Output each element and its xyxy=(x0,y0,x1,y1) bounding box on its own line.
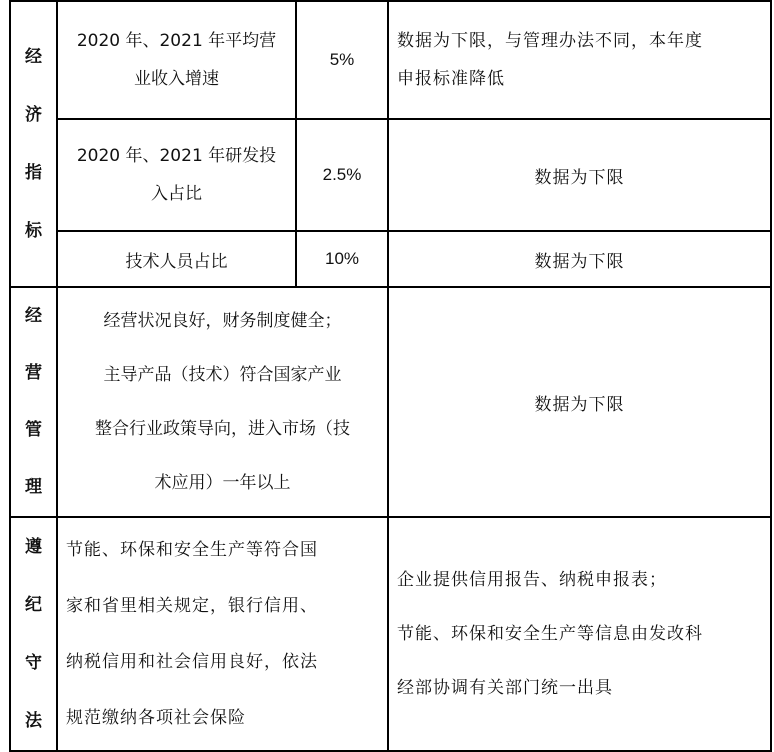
item-line: 节能、环保和安全生产等符合国 xyxy=(66,540,318,560)
item-cell xyxy=(57,517,388,751)
section-label-operations xyxy=(10,287,57,517)
section-label-law xyxy=(10,517,57,751)
value-cell: 10% xyxy=(296,231,388,287)
item-line: 家和省里相关规定，银行信用、 xyxy=(66,596,318,616)
label-char: 法 xyxy=(25,711,42,731)
item-line: 纳税信用和社会信用良好，依法 xyxy=(66,652,318,672)
label-char: 经 xyxy=(25,306,42,326)
value-cell: 2.5% xyxy=(296,119,388,231)
item-cell xyxy=(57,287,388,517)
note-line: 节能、环保和安全生产等信息由发改科 xyxy=(397,624,703,644)
label-char: 纪 xyxy=(25,595,42,615)
item-line: 业收入增速 xyxy=(134,69,219,89)
section-label-economic xyxy=(10,1,57,287)
item-cell xyxy=(57,119,296,231)
requirements-table xyxy=(9,0,772,752)
label-char: 标 xyxy=(25,221,42,241)
note-cell xyxy=(388,1,771,119)
note-cell: 数据为下限 xyxy=(388,231,771,287)
table-row xyxy=(10,1,771,119)
item-line: 经营状况良好，财务制度健全； xyxy=(103,311,342,331)
item-line: 入占比 xyxy=(151,184,202,204)
table-row xyxy=(10,231,771,287)
item-line: 整合行业政策导向，进入市场（技 xyxy=(95,419,350,439)
note-cell: 数据为下限 xyxy=(388,119,771,231)
label-char: 守 xyxy=(25,653,42,673)
item-line: 术应用）一年以上 xyxy=(154,473,291,493)
table-row xyxy=(10,517,771,751)
label-char: 经 xyxy=(25,47,42,67)
label-char: 济 xyxy=(25,105,42,125)
label-char: 管 xyxy=(25,420,42,440)
item-line: 2020 年、2021 年平均营 xyxy=(76,31,277,51)
note-line: 申报标准降低 xyxy=(397,69,505,89)
label-char: 遵 xyxy=(25,537,42,557)
value-cell: 5% xyxy=(296,1,388,119)
table-row xyxy=(10,119,771,231)
item-line: 主导产品（技术）符合国家产业 xyxy=(103,365,342,385)
item-line: 规范缴纳各项社会保险 xyxy=(66,708,246,728)
label-char: 营 xyxy=(25,363,42,383)
note-line: 经部协调有关部门统一出具 xyxy=(397,678,613,698)
label-char: 指 xyxy=(25,163,42,183)
item-cell xyxy=(57,1,296,119)
note-line: 数据为下限，与管理办法不同，本年度 xyxy=(397,31,703,51)
label-char: 理 xyxy=(25,477,42,497)
table-row xyxy=(10,287,771,517)
note-line: 企业提供信用报告、纳税申报表； xyxy=(397,570,667,590)
note-cell: 数据为下限 xyxy=(388,287,771,517)
note-cell xyxy=(388,517,771,751)
item-line: 2020 年、2021 年研发投 xyxy=(76,146,277,166)
item-cell: 技术人员占比 xyxy=(57,231,296,287)
